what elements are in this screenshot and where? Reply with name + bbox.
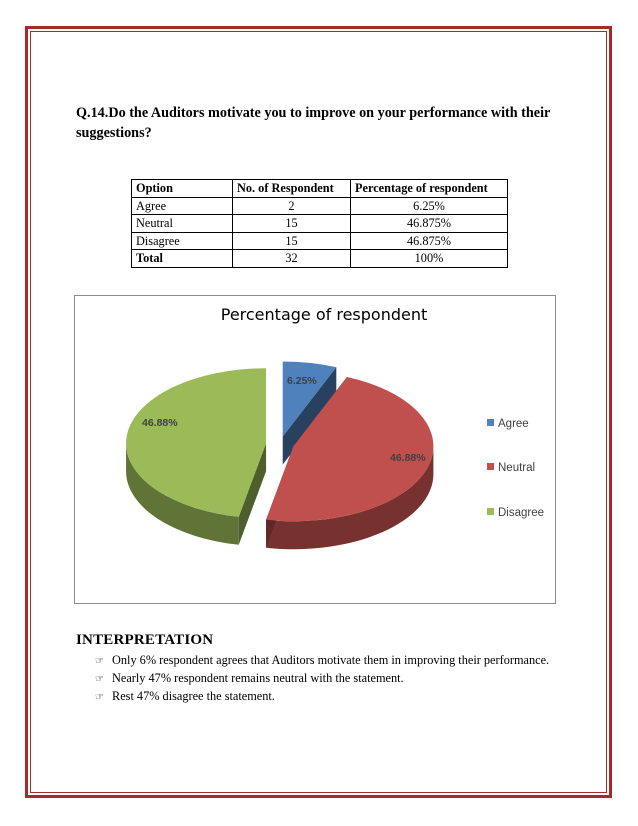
table-cell: Agree [132, 197, 233, 215]
list-item [95, 652, 549, 670]
pointing-hand-icon: ☞ [95, 656, 104, 667]
table-cell: 6.25% [351, 197, 508, 215]
legend-label: Neutral [498, 462, 536, 474]
legend-item-disagree [487, 507, 544, 519]
respondent-table [131, 179, 508, 268]
legend-label: Disagree [498, 507, 545, 519]
data-label-disagree: 46.88% [142, 417, 178, 429]
legend-item-agree [487, 418, 529, 430]
bullet-text: Only 6% respondent agrees that Auditors motivate them in improving their performance. [112, 653, 550, 667]
table-row [132, 215, 508, 233]
pie-chart [75, 296, 557, 605]
table-header-row [132, 180, 508, 198]
table-cell: 100% [351, 250, 508, 268]
table-cell: 32 [233, 250, 351, 268]
table-header: No. of Respondent [233, 180, 351, 198]
interpretation-list [95, 652, 549, 706]
question-heading: Q.14.Do the Auditors motivate you to improve on your performance with their suggestions? [76, 105, 551, 141]
table-header: Option [132, 180, 233, 198]
table-header: Percentage of respondent [351, 180, 508, 198]
table-cell: 15 [233, 232, 351, 250]
list-item [95, 688, 549, 706]
table-row [132, 197, 508, 215]
legend-label: Agree [498, 418, 529, 430]
bullet-text: Rest 47% disagree the statement. [112, 689, 275, 703]
table-cell: Total [132, 250, 233, 268]
table-cell: 2 [233, 197, 351, 215]
data-label-agree: 6.25% [287, 375, 317, 387]
data-label-neutral: 46.88% [390, 452, 426, 464]
table-total-row [132, 250, 508, 268]
table-cell: Neutral [132, 215, 233, 233]
pointing-hand-icon: ☞ [95, 692, 104, 703]
table-row [132, 232, 508, 250]
pointing-hand-icon: ☞ [95, 674, 104, 685]
legend-swatch [487, 463, 494, 470]
legend-swatch [487, 508, 494, 515]
table-cell: Disagree [132, 232, 233, 250]
chart-title: Percentage of respondent [220, 305, 428, 324]
table-cell: 46.875% [351, 215, 508, 233]
table-cell: 15 [233, 215, 351, 233]
bullet-text: Nearly 47% respondent remains neutral with the statement. [112, 671, 404, 685]
table-cell: 46.875% [351, 232, 508, 250]
legend-swatch [487, 419, 494, 426]
legend-item-neutral [487, 462, 535, 474]
interpretation-heading: INTERPRETATION [76, 632, 214, 648]
list-item [95, 670, 549, 688]
pie-chart-frame [74, 295, 556, 604]
